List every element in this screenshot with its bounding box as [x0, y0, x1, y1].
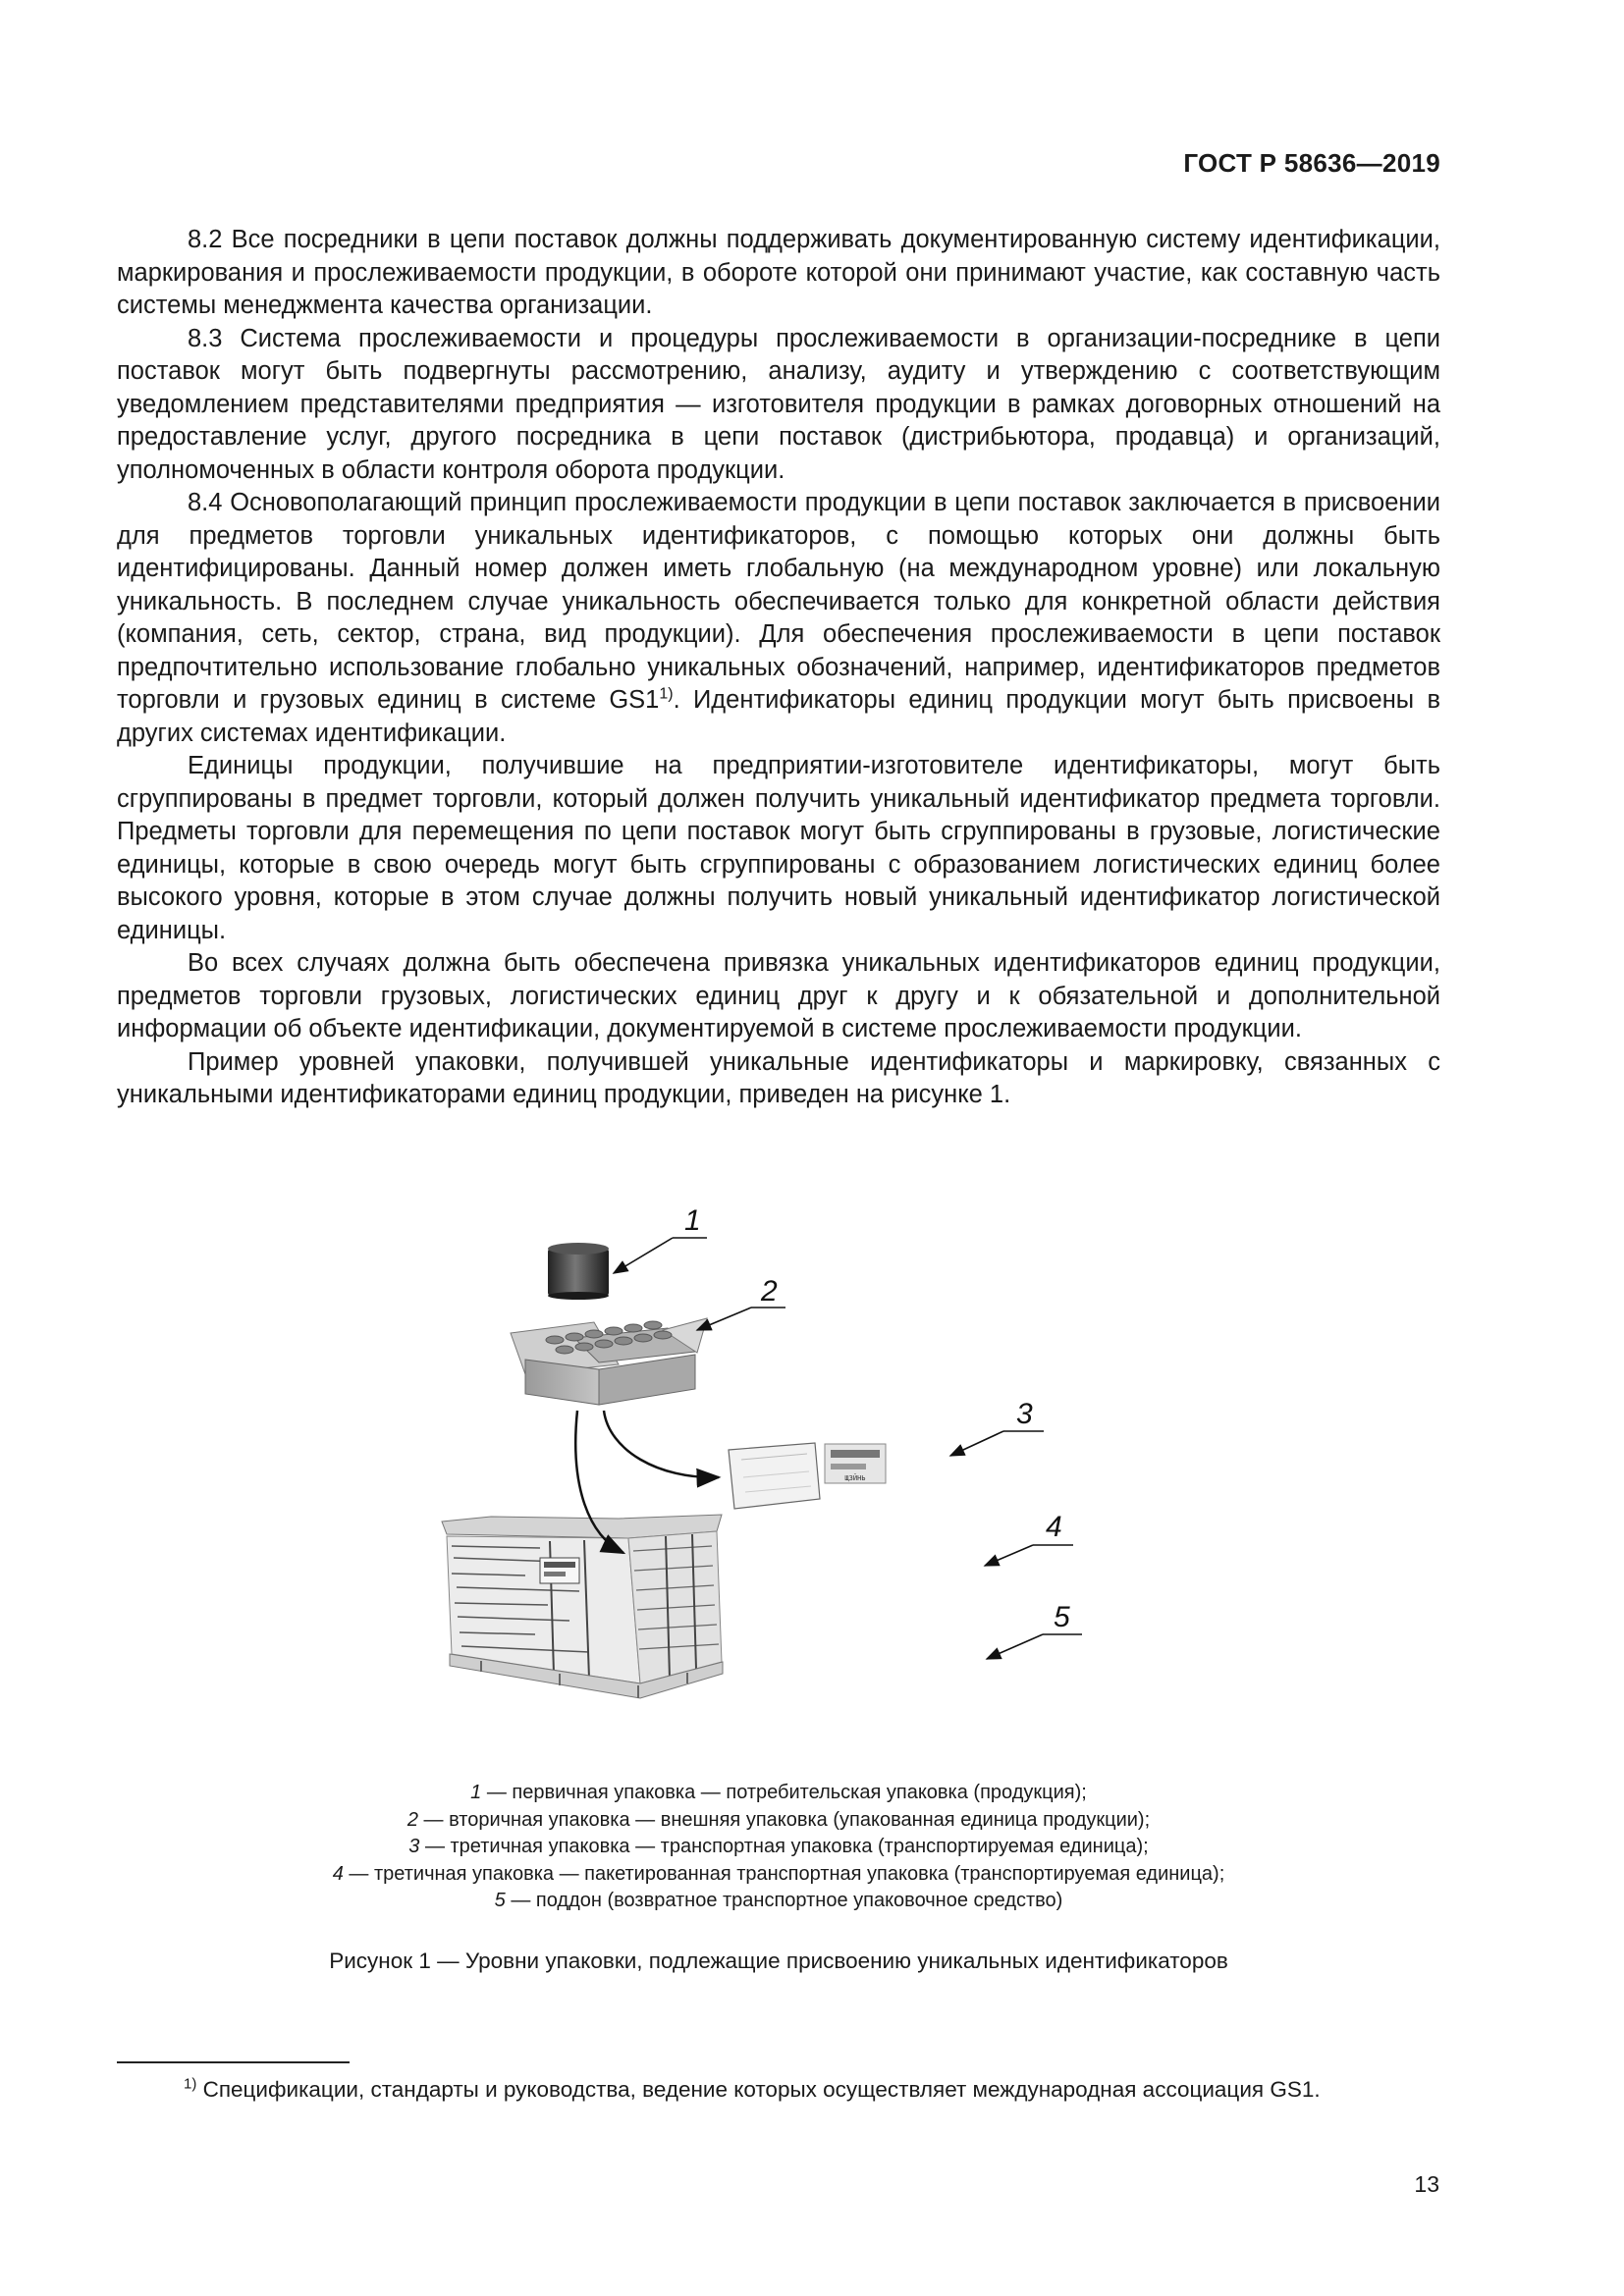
main-text [117, 224, 1440, 1112]
paragraph-linking: Во всех случаях должна быть обеспечена привязка уникальных идентификаторов единиц продукции, предметов торговли грузовых, логистических единиц друг к другу и к обязательной и дополнительной информации об объекте идентификации, документируемой в системе прослеживаемости продукции. [117, 949, 1440, 1042]
document-code: ГОСТ Р 58636—2019 [1183, 148, 1440, 178]
figure-label-1: 1 [684, 1204, 701, 1237]
paragraph-8-4-text: 8.4 Основополагающий принцип прослеживаемости продукции в цепи поставок заключается в присвоении для предметов торговли уникальных идентификаторов, с помощью которых они должны быть идентифицированы. Данный номер должен иметь глобальную (на международном уровне) или локальную уникальность. В последнем случае уникальность обеспечивается только для конкретной области действия (компания, сеть, сектор, страна, вид продукции). Для обеспечения прослеживаемости в цепи поставок предпочтительно использование глобально уникальных обозначений, например, идентификаторов предметов торговли и грузовых единиц в системе GS1 [117, 489, 1440, 714]
figure-label-5: 5 [1054, 1601, 1070, 1633]
legend-text: — первичная упаковка — потребительская упаковка (продукция); [481, 1782, 1087, 1803]
paragraph-figure-ref: Пример уровней упаковки, получившей уникальные идентификаторы и маркировку, связанных с уникальными идентификаторами единиц продукции, приведен на рисунке 1. [117, 1047, 1440, 1108]
footnote-reference[interactable]: 1) [659, 685, 674, 703]
packaging-illustration [422, 1193, 1129, 1742]
legend-text: — третичная упаковка — транспортная упаковка (транспортируемая единица); [419, 1836, 1149, 1857]
secondary-package-box [511, 1318, 707, 1405]
figure-label-2: 2 [761, 1275, 778, 1308]
legend-item [117, 1780, 1440, 1807]
legend-number: 3 [408, 1836, 420, 1857]
legend-text: — третичная упаковка — пакетированная транспортная упаковка (транспортируемая единица); [343, 1862, 1225, 1885]
footnote [117, 2074, 1440, 2105]
legend-text: — вторичная упаковка — внешняя упаковка (упакованная единица продукции); [417, 1808, 1151, 1831]
paragraph-8-4 [117, 487, 1440, 750]
legend-number: 2 [406, 1808, 418, 1831]
palletised-load [442, 1515, 722, 1683]
legend-item [117, 1834, 1440, 1861]
figure-legend [117, 1780, 1440, 1915]
figure-label-4: 4 [1046, 1511, 1062, 1543]
paragraph-8-3: 8.3 Система прослеживаемости и процедуры прослеживаемости в организации-посреднике в цепи поставок могут быть подвергнуты рассмотрению, анализу, аудиту и утверждению с соответствующим уведомлением представителями предприятия — изготовителя продукции в рамках договорных отношений на предоставление услуг, другого посредника в цепи поставок (дистрибьютора, продавца) и организаций, уполномоченных в области контроля оборота продукции. [117, 324, 1440, 484]
legend-item [117, 1861, 1440, 1889]
carton-label-code: Щ3ЙНЬ [844, 1474, 866, 1482]
figure-label-3: 3 [1016, 1398, 1033, 1430]
packaging-levels-figure [422, 1193, 1129, 1742]
legend-item [117, 1888, 1440, 1915]
footnote-divider [117, 2061, 350, 2063]
transport-package-carton [729, 1443, 886, 1509]
page-number: 13 [1414, 2171, 1439, 2197]
legend-item [117, 1807, 1440, 1835]
footnote-text: Спецификации, стандарты и руководства, ведение которых осуществляет международная ассоциация GS1. [196, 2077, 1321, 2102]
legend-number: 4 [332, 1862, 344, 1885]
primary-package-jar [548, 1243, 609, 1300]
legend-text: — поддон (возвратное транспортное упаковочное средство) [505, 1890, 1063, 1911]
legend-number: 1 [470, 1782, 482, 1803]
paragraph-8-2: 8.2 Все посредники в цепи поставок должны поддерживать документированную систему идентификации, маркирования и прослеживаемости продукции, в обороте которой они принимают участие, как составную часть системы менеджмента качества организации. [117, 226, 1440, 319]
flow-arrow-to-carton [604, 1411, 719, 1477]
figure-title: Рисунок 1 — Уровни упаковки, подлежащие присвоению уникальных идентификаторов [329, 1949, 1228, 1973]
paragraph-8-4-tail: . Идентификаторы единиц продукции могут быть присвоены в других системах идентификации. [117, 686, 1440, 747]
footnote-marker: 1) [184, 2075, 197, 2093]
paragraph-grouping: Единицы продукции, получившие на предприятии-изготовителе идентификаторы, могут быть сгруппированы в предмет торговли, который должен получить уникальный идентификатор предмета торговли. Предметы торговли для перемещения по цепи поставок могут быть сгруппированы в грузовые, логистические единицы, которые в свою очередь могут быть сгруппированы с образованием логистических единиц более высокого уровня, которые в этом случае должны получить новый уникальный идентификатор логистической единицы. [117, 752, 1440, 944]
legend-number: 5 [494, 1890, 506, 1911]
